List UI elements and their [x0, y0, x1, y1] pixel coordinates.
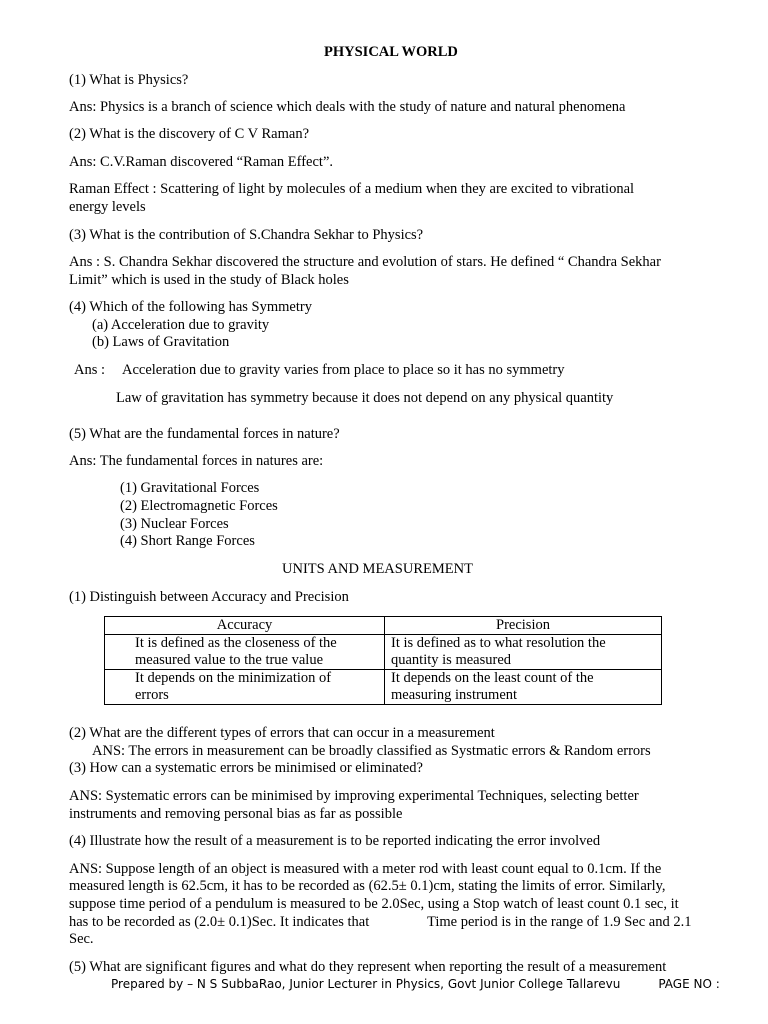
- table-header-accuracy: Accuracy: [105, 617, 385, 635]
- question-4-option-a: (a) Acceleration due to gravity: [92, 317, 270, 333]
- units-question-2: (2) What are the different types of errors that can occur in a measurement: [69, 725, 495, 741]
- answer-4-line-1: Acceleration due to gravity varies from place to place so it has no symmetry: [122, 362, 565, 378]
- table-cell: It is defined as the closeness of the measured value to the true value: [105, 635, 385, 670]
- question-2: (2) What is the discovery of C V Raman?: [69, 126, 310, 142]
- answer-4-line-2: Law of gravitation has symmetry because it does not depend on any physical quantity: [116, 390, 614, 406]
- answer-3-line-1: Ans : S. Chandra Sekhar discovered the structure and evolution of stars. He defined “ Chandra Sekhar: [69, 254, 661, 270]
- question-1: (1) What is Physics?: [69, 72, 189, 88]
- question-4-option-b: (b) Laws of Gravitation: [92, 334, 230, 350]
- page-title: PHYSICAL WORLD: [324, 44, 458, 60]
- units-answer-4-line-1: ANS: Suppose length of an object is measured with a meter rod with least count equal to 0.1cm. If the: [69, 861, 662, 877]
- force-item: (4) Short Range Forces: [120, 533, 255, 549]
- table-header-precision: Precision: [385, 617, 662, 635]
- units-answer-3-line-1: ANS: Systematic errors can be minimised by improving experimental Techniques, selecting better: [69, 788, 639, 804]
- accuracy-precision-table: [104, 616, 662, 705]
- table-header-row: [105, 617, 662, 635]
- question-5: (5) What are the fundamental forces in nature?: [69, 426, 340, 442]
- page-footer: [111, 977, 720, 991]
- force-item: (1) Gravitational Forces: [120, 480, 260, 496]
- units-question-3: (3) How can a systematic errors be minimised or eliminated?: [69, 760, 423, 776]
- footer-prepared-by: Prepared by – N S SubbaRao, Junior Lecturer in Physics, Govt Junior College Tallarevu: [111, 977, 621, 991]
- answer-2: Ans: C.V.Raman discovered “Raman Effect”.: [69, 154, 334, 170]
- table-cell: It is defined as to what resolution the quantity is measured: [385, 635, 662, 670]
- units-answer-3-line-2: instruments and removing personal bias as far as possible: [69, 806, 403, 822]
- answer-5: Ans: The fundamental forces in natures are:: [69, 453, 324, 469]
- units-question-1: (1) Distinguish between Accuracy and Precision: [69, 589, 349, 605]
- footer-page-number: PAGE NO :: [658, 977, 720, 991]
- section-heading: UNITS AND MEASUREMENT: [282, 561, 473, 577]
- question-3: (3) What is the contribution of S.Chandra Sekhar to Physics?: [69, 227, 424, 243]
- table-cell: It depends on the least count of the measuring instrument: [385, 670, 662, 705]
- table-row: [105, 635, 662, 670]
- table-row: [105, 670, 662, 705]
- units-answer-4-line-4a: has to be recorded as (2.0± 0.1)Sec. It indicates that: [69, 914, 370, 930]
- table-cell: It depends on the minimization of errors: [105, 670, 385, 705]
- answer-3-line-2: Limit” which is used in the study of Black holes: [69, 272, 349, 288]
- raman-effect-line-2: energy levels: [69, 199, 146, 215]
- units-answer-4-line-2: measured length is 62.5cm, it has to be recorded as (62.5± 0.1)cm, stating the limits of error. Similarly,: [69, 878, 666, 894]
- units-question-5: (5) What are significant figures and what do they represent when reporting the result of a measurement: [69, 959, 667, 975]
- units-answer-4-line-5: Sec.: [69, 931, 94, 947]
- units-answer-4-line-3: suppose time period of a pendulum is measured to be 2.0Sec, using a Stop watch of least count 0.1 sec, it: [69, 896, 679, 912]
- answer-4-label: Ans :: [74, 362, 106, 378]
- answer-1: Ans: Physics is a branch of science which deals with the study of nature and natural phenomena: [69, 99, 626, 115]
- raman-effect-line-1: Raman Effect : Scattering of light by molecules of a medium when they are excited to vibrational: [69, 181, 635, 197]
- force-item: (2) Electromagnetic Forces: [120, 498, 278, 514]
- units-question-4: (4) Illustrate how the result of a measurement is to be reported indicating the error involved: [69, 833, 601, 849]
- force-item: (3) Nuclear Forces: [120, 516, 229, 532]
- units-answer-4-line-4b: Time period is in the range of 1.9 Sec and 2.1: [427, 914, 692, 930]
- question-4: (4) Which of the following has Symmetry: [69, 299, 312, 315]
- units-answer-2: ANS: The errors in measurement can be broadly classified as Systmatic errors & Random errors: [92, 743, 651, 759]
